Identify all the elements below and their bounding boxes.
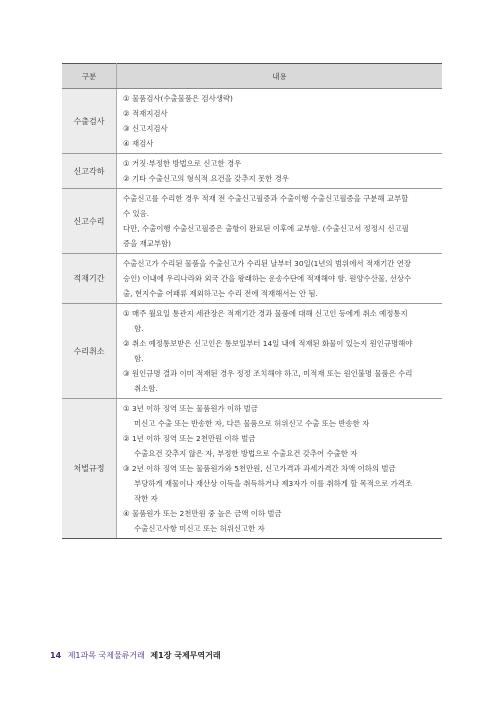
- footer-chapter: 제1장 국제무역거래: [150, 651, 221, 660]
- content-line: ④ 물품원가 또는 2천만원 중 높은 금액 이하 벌금: [123, 509, 282, 518]
- row-content: [117, 189, 443, 254]
- table-row: [62, 254, 442, 304]
- row-category: 신고수리: [62, 189, 117, 254]
- table-header-row: [62, 64, 442, 89]
- content-line: 승인) 이내에 우리나라와 외국 간을 왕래하는 운송수단에 적재해야 함. 원양수산물, 선상수: [123, 274, 412, 283]
- content-line: 증을 재교부함): [123, 239, 172, 248]
- footer-section: 제1과목 국제물류거래: [67, 651, 145, 660]
- customs-export-table: [62, 63, 442, 539]
- row-content: [117, 89, 443, 154]
- content-line: 수출요건 갖추지 않은 자, 부정한 방법으로 수출요건 갖추어 수출한 자: [134, 449, 358, 458]
- page-number: 14: [50, 651, 62, 660]
- table-row: [62, 304, 442, 399]
- content-line: ② 적재지검사: [123, 109, 168, 118]
- content-line: ① 거짓·부정한 방법으로 신고한 경우: [123, 159, 242, 168]
- content-line: 수 있음.: [123, 209, 150, 218]
- content-line: ① 물품검사(수출물품은 검사생략): [123, 94, 233, 103]
- content-line: 수출신고가 수리된 물품을 수출신고가 수리된 날부터 30일(1년의 범위에서 적재기간 연장: [123, 259, 412, 268]
- content-line: ① 3년 이하 징역 또는 물품원가 이하 벌금: [123, 404, 258, 413]
- content-line: 함.: [134, 354, 144, 363]
- content-line: 수출신고를 수리한 경우 적재 전 수출신고필증과 수출이행 수출신고필증을 구분해 교부할: [123, 194, 409, 203]
- content-line: 취소함.: [134, 384, 158, 393]
- row-content: [117, 154, 443, 189]
- header-category: 구분: [62, 64, 117, 89]
- row-category: 수출검사: [62, 89, 117, 154]
- row-category: 수리취소: [62, 304, 117, 399]
- header-content: 내용: [117, 64, 443, 89]
- content-line: 다만, 수출이행 수출신고필증은 출항이 완료된 이후에 교부함. (수출신고서 정정시 신고필: [123, 224, 409, 233]
- content-line: ③ 2년 이하 징역 또는 물품원가와 5천만원, 신고가격과 과세가격간 차액 이하의 벌금: [123, 464, 396, 473]
- page-footer: [50, 650, 221, 661]
- row-content: [117, 304, 443, 399]
- content-line: ① 매주 월요일 통관지 세관장은 적재기간 경과 물품에 대해 신고인 등에게 취소 예정통지: [123, 309, 408, 318]
- row-content: [117, 254, 443, 304]
- content-line: 수출신고사항 미신고 또는 허위신고한 자: [134, 524, 265, 533]
- table-row: [62, 89, 442, 154]
- content-line: 미신고 수출 또는 반송한 자, 다른 물품으로 허위신고 수출 또는 반송한 자: [134, 419, 370, 428]
- content-line: ③ 원인규명 결과 이미 적재된 경우 정정 조치해야 하고, 미적재 또는 원인불명 물품은 수리: [123, 369, 413, 378]
- content-line: 출, 현지수출 어패류 제외하고는 수리 전에 적재해서는 안 됨.: [123, 289, 318, 298]
- table-row: [62, 399, 442, 539]
- row-category: 신고각하: [62, 154, 117, 189]
- content-line: ② 기타 수출신고의 형식적 요건을 갖추지 못한 경우: [123, 174, 289, 183]
- content-line: 부당하게 재물이나 재산상 이득을 취득하거나 제3자가 이를 취하게 할 목적으로 가격조: [134, 479, 413, 488]
- row-category: 처벌규정: [62, 399, 117, 539]
- content-line: ④ 재검사: [123, 139, 154, 148]
- content-line: ② 취소 예정통보받은 신고인은 통보일부터 14일 내에 적재된 화물이 있는지 원인규명해야: [123, 339, 413, 348]
- content-line: 함.: [134, 324, 144, 333]
- table-row: [62, 154, 442, 189]
- row-content: [117, 399, 443, 539]
- table-row: [62, 189, 442, 254]
- content-line: ② 1년 이하 징역 또는 2천만원 이하 벌금: [123, 434, 256, 443]
- content-line: ③ 신고지검사: [123, 124, 168, 133]
- content-line: 작한 자: [134, 494, 158, 503]
- row-category: 적재기간: [62, 254, 117, 304]
